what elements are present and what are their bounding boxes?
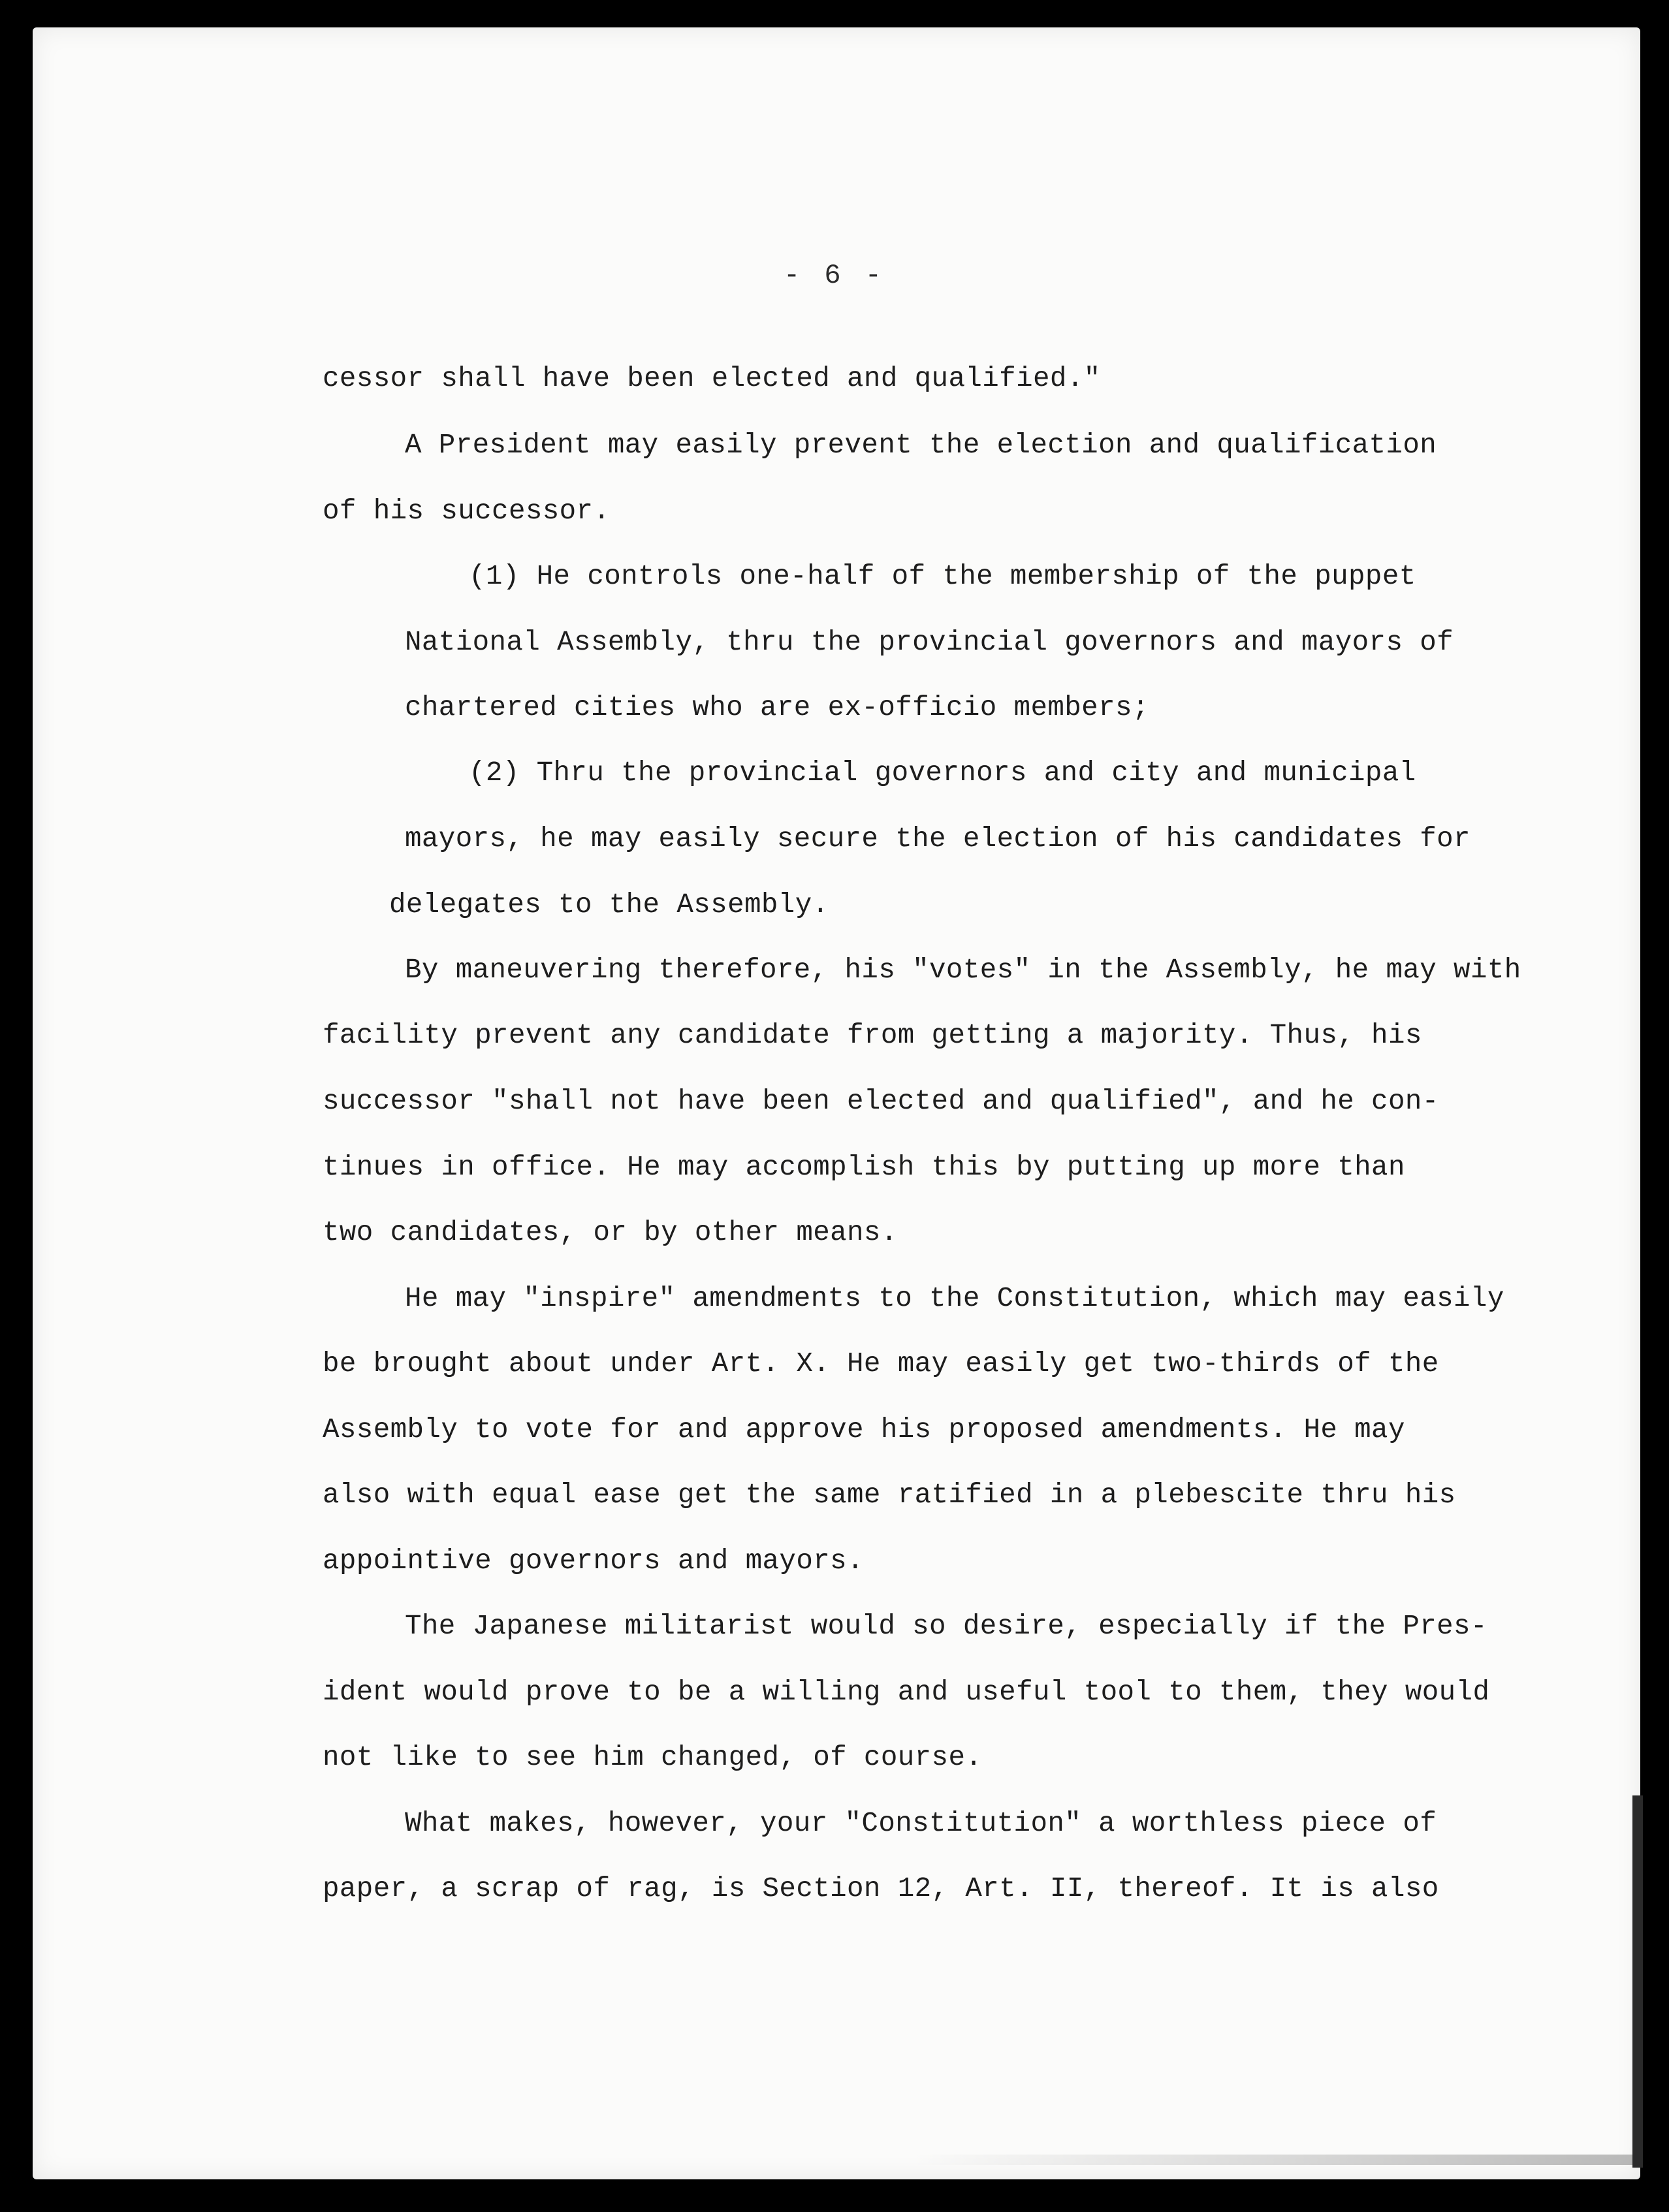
text-line: cessor shall have been elected and qualified.": [323, 363, 1101, 394]
page-number: - 6 -: [783, 260, 886, 291]
text-line: be brought about under Art. X. He may easily get two-thirds of the: [323, 1348, 1439, 1380]
text-line: delegates to the Assembly.: [389, 889, 829, 921]
text-line: A President may easily prevent the election and qualification: [405, 430, 1437, 461]
text-line: What makes, however, your "Constitution" a worthless piece of: [405, 1808, 1437, 1839]
text-line: facility prevent any candidate from getting a majority. Thus, his: [323, 1020, 1422, 1051]
text-line: paper, a scrap of rag, is Section 12, Art. II, thereof. It is also: [323, 1873, 1439, 1904]
text-line: chartered cities who are ex-officio members;: [405, 692, 1149, 723]
text-line: (2) Thru the provincial governors and city and municipal: [469, 757, 1416, 789]
text-line: He may "inspire" amendments to the Constitution, which may easily: [405, 1283, 1504, 1314]
text-line: The Japanese militarist would so desire, especially if the Pres-: [405, 1611, 1487, 1642]
text-line: (1) He controls one-half of the membership of the puppet: [469, 561, 1416, 592]
text-line: successor "shall not have been elected and qualified", and he con-: [323, 1086, 1439, 1117]
text-line: two candidates, or by other means.: [323, 1217, 898, 1248]
text-line: mayors, he may easily secure the election of his candidates for: [405, 823, 1470, 855]
text-line: also with equal ease get the same ratified in a plebescite thru his: [323, 1479, 1456, 1511]
text-line: By maneuvering therefore, his "votes" in the Assembly, he may with: [405, 955, 1521, 986]
scan-edge-shadow: [1632, 1795, 1643, 2168]
text-line: appointive governors and mayors.: [323, 1545, 864, 1577]
text-line: of his successor.: [323, 496, 611, 527]
text-line: National Assembly, thru the provincial governors and mayors of: [405, 627, 1454, 658]
text-line: not like to see him changed, of course.: [323, 1742, 983, 1773]
text-line: Assembly to vote for and approve his proposed amendments. He may: [323, 1414, 1405, 1446]
text-line: ident would prove to be a willing and useful tool to them, they would: [323, 1677, 1490, 1708]
scan-bottom-shadow: [914, 2155, 1632, 2165]
text-line: tinues in office. He may accomplish this by putting up more than: [323, 1152, 1405, 1183]
